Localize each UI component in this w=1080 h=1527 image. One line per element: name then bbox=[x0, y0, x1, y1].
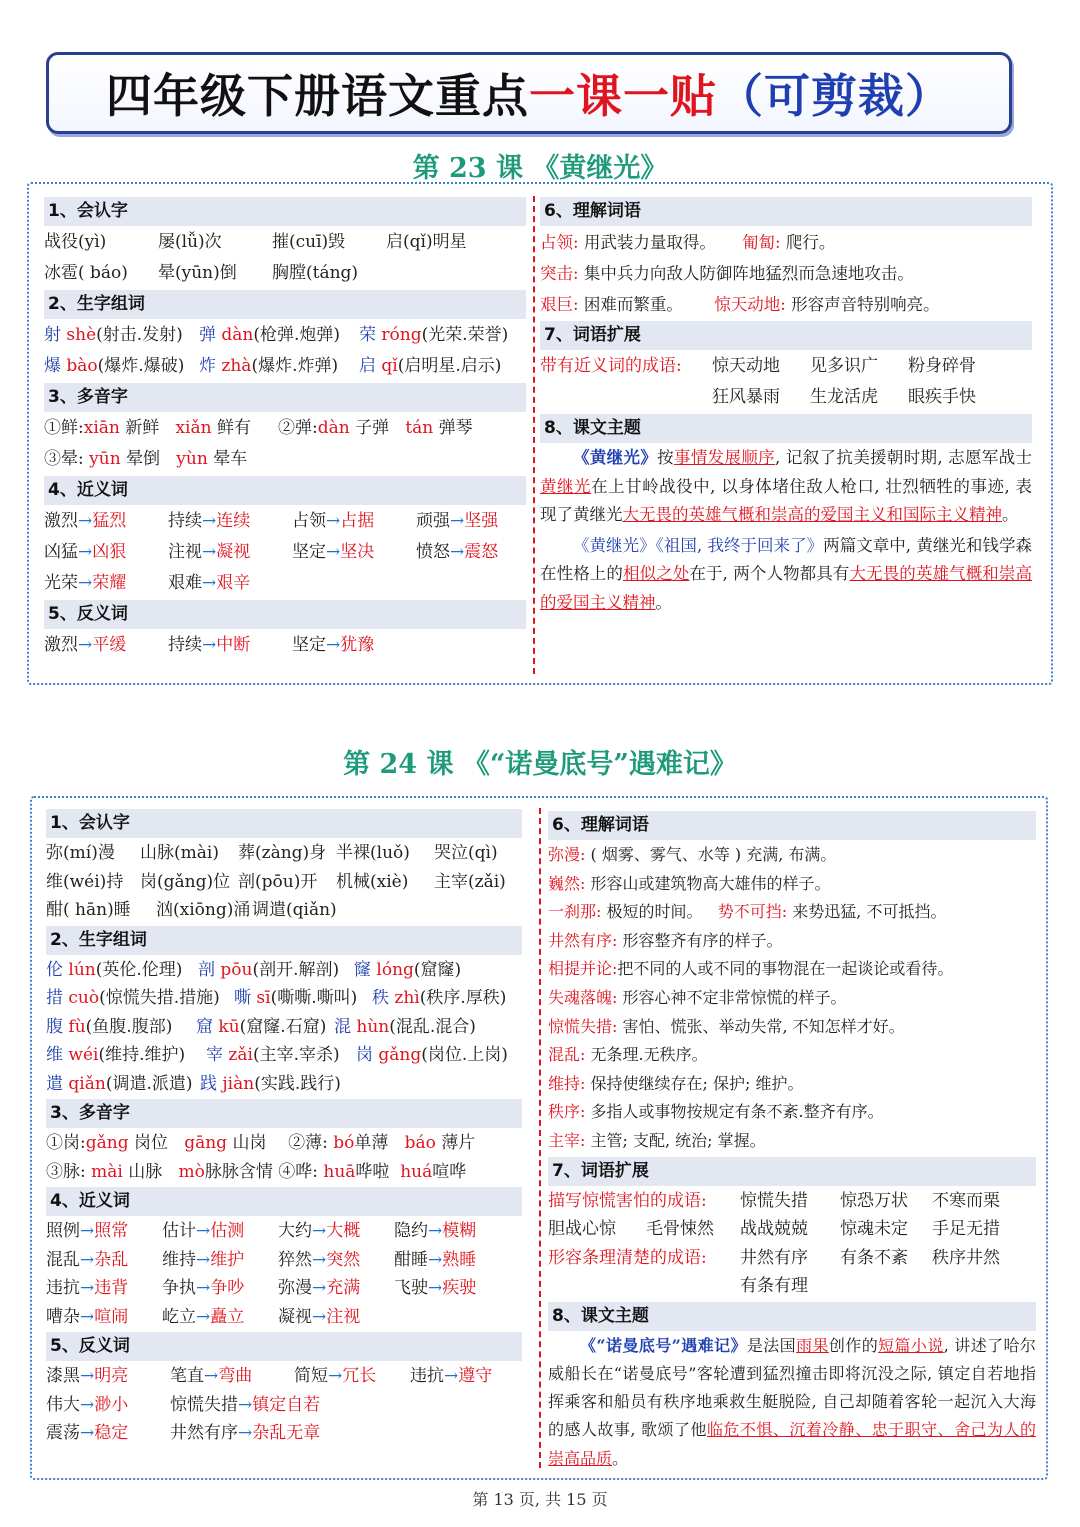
character-item: 屡(lǚ)次 bbox=[158, 232, 222, 252]
character-item: 启(qǐ)明星 bbox=[386, 232, 467, 252]
banner-title-red: 一课一贴 bbox=[529, 69, 717, 123]
definition-row: 井然有序: 形容整齐有序的样子。 bbox=[548, 930, 783, 950]
characters-row: 维(wéi)持 岗(gǎng)位 剖(pōu)开 机械(xiè) 主宰(zǎi) bbox=[46, 871, 506, 892]
section-heading: 6、理解词语 bbox=[540, 197, 1032, 226]
section-heading: 4、近义词 bbox=[46, 1187, 522, 1216]
section-heading: 4、近义词 bbox=[44, 476, 526, 505]
word-group-item: 炸 zhà(爆炸.炸弹) bbox=[199, 356, 339, 376]
polyphone-row: ①鲜: xiān 新鲜 xiǎn 鲜有 ②弹: dàn 子弹 tán 弹琴 bbox=[44, 418, 473, 438]
definition-row: 相提并论:把不同的人或不同的事物混在一起谈论或看待。 bbox=[548, 959, 954, 979]
definition-row: 一刹那: 极短的时间。 势不可挡: 来势迅猛, 不可抵挡。 bbox=[548, 902, 947, 922]
definition-row: 混乱: 无条理.无秩序。 bbox=[548, 1045, 708, 1065]
polyphone-row: ③晕: yūn 晕倒 yùn 晕车 bbox=[44, 449, 248, 469]
synonym-row: 激烈→猛烈 持续→连续 占领→占据 顽强→坚强 bbox=[44, 511, 499, 531]
synonym-row: 违抗→违背 争执→争吵 弥漫→充满 飞驶→疾驶 bbox=[46, 1278, 477, 1298]
polyphone-row: ③脉: mài 山脉 mò 脉脉含情 ④哗: huā 哗啦 huá 喧哗 bbox=[46, 1161, 467, 1182]
section-heading: 1、会认字 bbox=[44, 197, 526, 226]
synonym-row: 照例→照常 估计→估测 大约→大概 隐约→模糊 bbox=[46, 1221, 477, 1241]
character-item: 晕(yūn)倒 bbox=[158, 263, 237, 283]
polyphone-row: ①岗: gǎng 岗位 gāng 山岗 ②薄: bó 单薄 báo 薄片 bbox=[46, 1133, 476, 1153]
section-heading: 2、生字组词 bbox=[46, 926, 522, 955]
character-item: 摧(cuī)毁 bbox=[272, 232, 346, 252]
word-group-row: 伦 lún(英伦.伦理) 剖 pōu(剖开.解剖) 窿 lóng(窟窿) bbox=[46, 959, 462, 980]
lesson-24-right-column bbox=[548, 810, 1036, 1473]
synonym-row: 光荣→荣耀 艰难→艰辛 bbox=[44, 573, 251, 593]
lesson-23-divider bbox=[533, 196, 535, 674]
definition-row: 占领: 用武装力量取得。 匍匐: 爬行。 bbox=[540, 233, 836, 252]
character-item: 冰雹( báo) bbox=[44, 263, 128, 283]
character-item: 战役(yì) bbox=[44, 232, 107, 252]
section-heading: 3、多音字 bbox=[44, 383, 526, 412]
page-footer: 第 13 页, 共 15 页 bbox=[472, 1490, 608, 1509]
antonym-row: 激烈→平缓 持续→中断 坚定→犹豫 bbox=[44, 635, 375, 655]
section-heading: 2、生字组词 bbox=[44, 290, 526, 319]
definition-row: 弥漫: ( 烟雾、雾气、水等 ) 充满, 布满。 bbox=[548, 845, 837, 864]
section-heading: 6、理解词语 bbox=[548, 811, 1036, 840]
characters-row bbox=[44, 227, 526, 258]
section-heading: 5、反义词 bbox=[46, 1332, 522, 1361]
definition-row: 惊慌失措: 害怕、慌张、举动失常, 不知怎样才好。 bbox=[548, 1016, 905, 1036]
characters-row bbox=[44, 258, 526, 289]
lesson-23-title: 第 23 课 《黄继光》 bbox=[412, 153, 668, 184]
antonym-row: 震荡→稳定 井然有序→杂乱无章 bbox=[46, 1423, 321, 1443]
definition-row: 维持: 保持使继续存在; 保护; 维护。 bbox=[548, 1073, 804, 1093]
synonym-row: 混乱→杂乱 维持→维护 猝然→突然 酣睡→熟睡 bbox=[46, 1249, 477, 1270]
section-heading: 8、课文主题 bbox=[540, 414, 1032, 443]
definition-row: 主宰: 主管; 支配, 统治; 掌握。 bbox=[548, 1130, 766, 1150]
definition-row: 失魂落魄: 形容心神不定非常惊慌的样子。 bbox=[548, 987, 847, 1007]
characters-row: 弥(mí)漫 山脉(mài) 葬(zàng)身 半裸(luǒ) 哭泣(qì) bbox=[46, 843, 498, 863]
section-heading: 1、会认字 bbox=[46, 809, 522, 838]
character-item: 胸膛(táng) bbox=[272, 263, 359, 283]
lesson-23-right-column bbox=[540, 196, 1032, 618]
page-banner bbox=[46, 52, 1012, 134]
idiom-row: 形容条理清楚的成语: 井然有序 有条不紊 秩序井然 bbox=[548, 1247, 1000, 1268]
lesson-24-title: 第 24 课 《“诺曼底号”遇难记》 bbox=[343, 749, 737, 780]
idiom-row: 描写惊慌害怕的成语: 惊慌失措 惊恐万状 不寒而栗 bbox=[548, 1190, 1000, 1211]
idiom-row: 带有近义词的成语: 惊天动地 见多识广 粉身碎骨 bbox=[540, 356, 976, 376]
word-group-row bbox=[44, 320, 526, 351]
word-group-item: 爆 bào(爆炸.爆破) bbox=[44, 356, 185, 376]
word-group-item: 射 shè(射击.发射) bbox=[44, 325, 183, 345]
definition-row: 艰巨: 困难而繁重。 惊天动地: 形容声音特别响亮。 bbox=[540, 295, 940, 314]
theme-paragraph: 《黄继光》《祖国, 我终于回来了》两篇文章中, 黄继光和钱学森在性格上的相似之处在于, 两个人物都具有大无畏的英雄气概和崇高的爱国主义精神。 bbox=[540, 535, 1033, 612]
lesson-23-left-column bbox=[44, 196, 526, 661]
lesson-24-divider bbox=[539, 808, 541, 1468]
synonym-row: 凶猛→凶狠 注视→凝视 坚定→坚决 愤怒→震怒 bbox=[44, 542, 499, 562]
antonym-row: 漆黑→明亮 笔直→弯曲 简短→冗长 违抗→遵守 bbox=[46, 1366, 493, 1386]
lesson-24-left-column bbox=[46, 808, 522, 1448]
word-group-row: 维 wéi(维持.维护) 宰 zǎi(主宰.宰杀) 岗 gǎng(岗位.上岗) bbox=[46, 1045, 508, 1065]
section-heading: 7、词语扩展 bbox=[540, 321, 1032, 350]
theme-paragraph: 《黄继光》按事情发展顺序, 记叙了抗美援朝时期, 志愿军战士黄继光在上甘岭战役中, 以身体堵住敌人枪口, 壮烈牺牲的事迹, 表现了黄继光大无畏的英雄气概和崇高的爱国主义和国际主义精神。 bbox=[540, 448, 1033, 525]
word-group-item: 弹 dàn(枪弹.炮弹) bbox=[199, 325, 341, 345]
section-heading: 7、词语扩展 bbox=[548, 1157, 1036, 1186]
word-group-row: 遣 qiǎn(调遣.派遣) 践 jiàn(实践.践行) bbox=[46, 1073, 341, 1094]
word-group-row bbox=[44, 351, 526, 382]
idiom-row: 狂风暴雨 生龙活虎 眼疾手快 bbox=[712, 387, 976, 407]
section-heading: 8、课文主题 bbox=[548, 1302, 1036, 1331]
definition-row: 巍然: 形容山或建筑物高大雄伟的样子。 bbox=[548, 873, 831, 893]
banner-title-blue: （可剪裁） bbox=[717, 69, 952, 123]
word-group-item: 荣 róng(光荣.荣誉) bbox=[359, 325, 509, 345]
word-group-row: 腹 fù(鱼腹.腹部) 窟 kū(窟窿.石窟) 混 hùn(混乱.混合) bbox=[46, 1016, 476, 1037]
definition-row: 突击: 集中兵力向敌人防御阵地猛烈而急速地攻击。 bbox=[540, 264, 914, 283]
section-heading: 5、反义词 bbox=[44, 600, 526, 629]
characters-row: 酣( hān)睡 汹(xiōng)涌 调遣(qiǎn) bbox=[46, 900, 337, 920]
antonym-row: 伟大→渺小 惊慌失措→镇定自若 bbox=[46, 1394, 321, 1415]
synonym-row: 嘈杂→喧闹 屹立→矗立 凝视→注视 bbox=[46, 1306, 361, 1327]
word-group-item: 启 qǐ(启明星.启示) bbox=[359, 356, 502, 376]
idiom-row: 胆战心惊 毛骨悚然 战战兢兢 惊魂未定 手足无措 bbox=[548, 1219, 1000, 1240]
definition-row: 秩序: 多指人或事物按规定有条不紊.整齐有序。 bbox=[548, 1102, 884, 1122]
section-heading: 3、多音字 bbox=[46, 1099, 522, 1128]
word-group-row: 措 cuò(惊慌失措.措施) 嘶 sī(嘶嘶.嘶叫) 秩 zhì(秩序.厚秩) bbox=[46, 988, 507, 1008]
banner-title-black: 四年级下册语文重点 bbox=[106, 69, 529, 123]
theme-paragraph: 《“诺曼底号”遇难记》是法国雨果创作的短篇小说, 讲述了哈尔威船长在“诺曼底号”客轮遭到猛烈撞击即将沉没之际, 镇定自若地指挥乘客和船员有秩序地乘救生艇脱险, 自己却随着客轮一起沉入大海的感人故事, 歌颂了他临危不惧、沉着冷静、忠于职守、舍己为人的崇高品质。 bbox=[548, 1335, 1036, 1468]
idiom-row: 有条有理 bbox=[740, 1276, 808, 1297]
